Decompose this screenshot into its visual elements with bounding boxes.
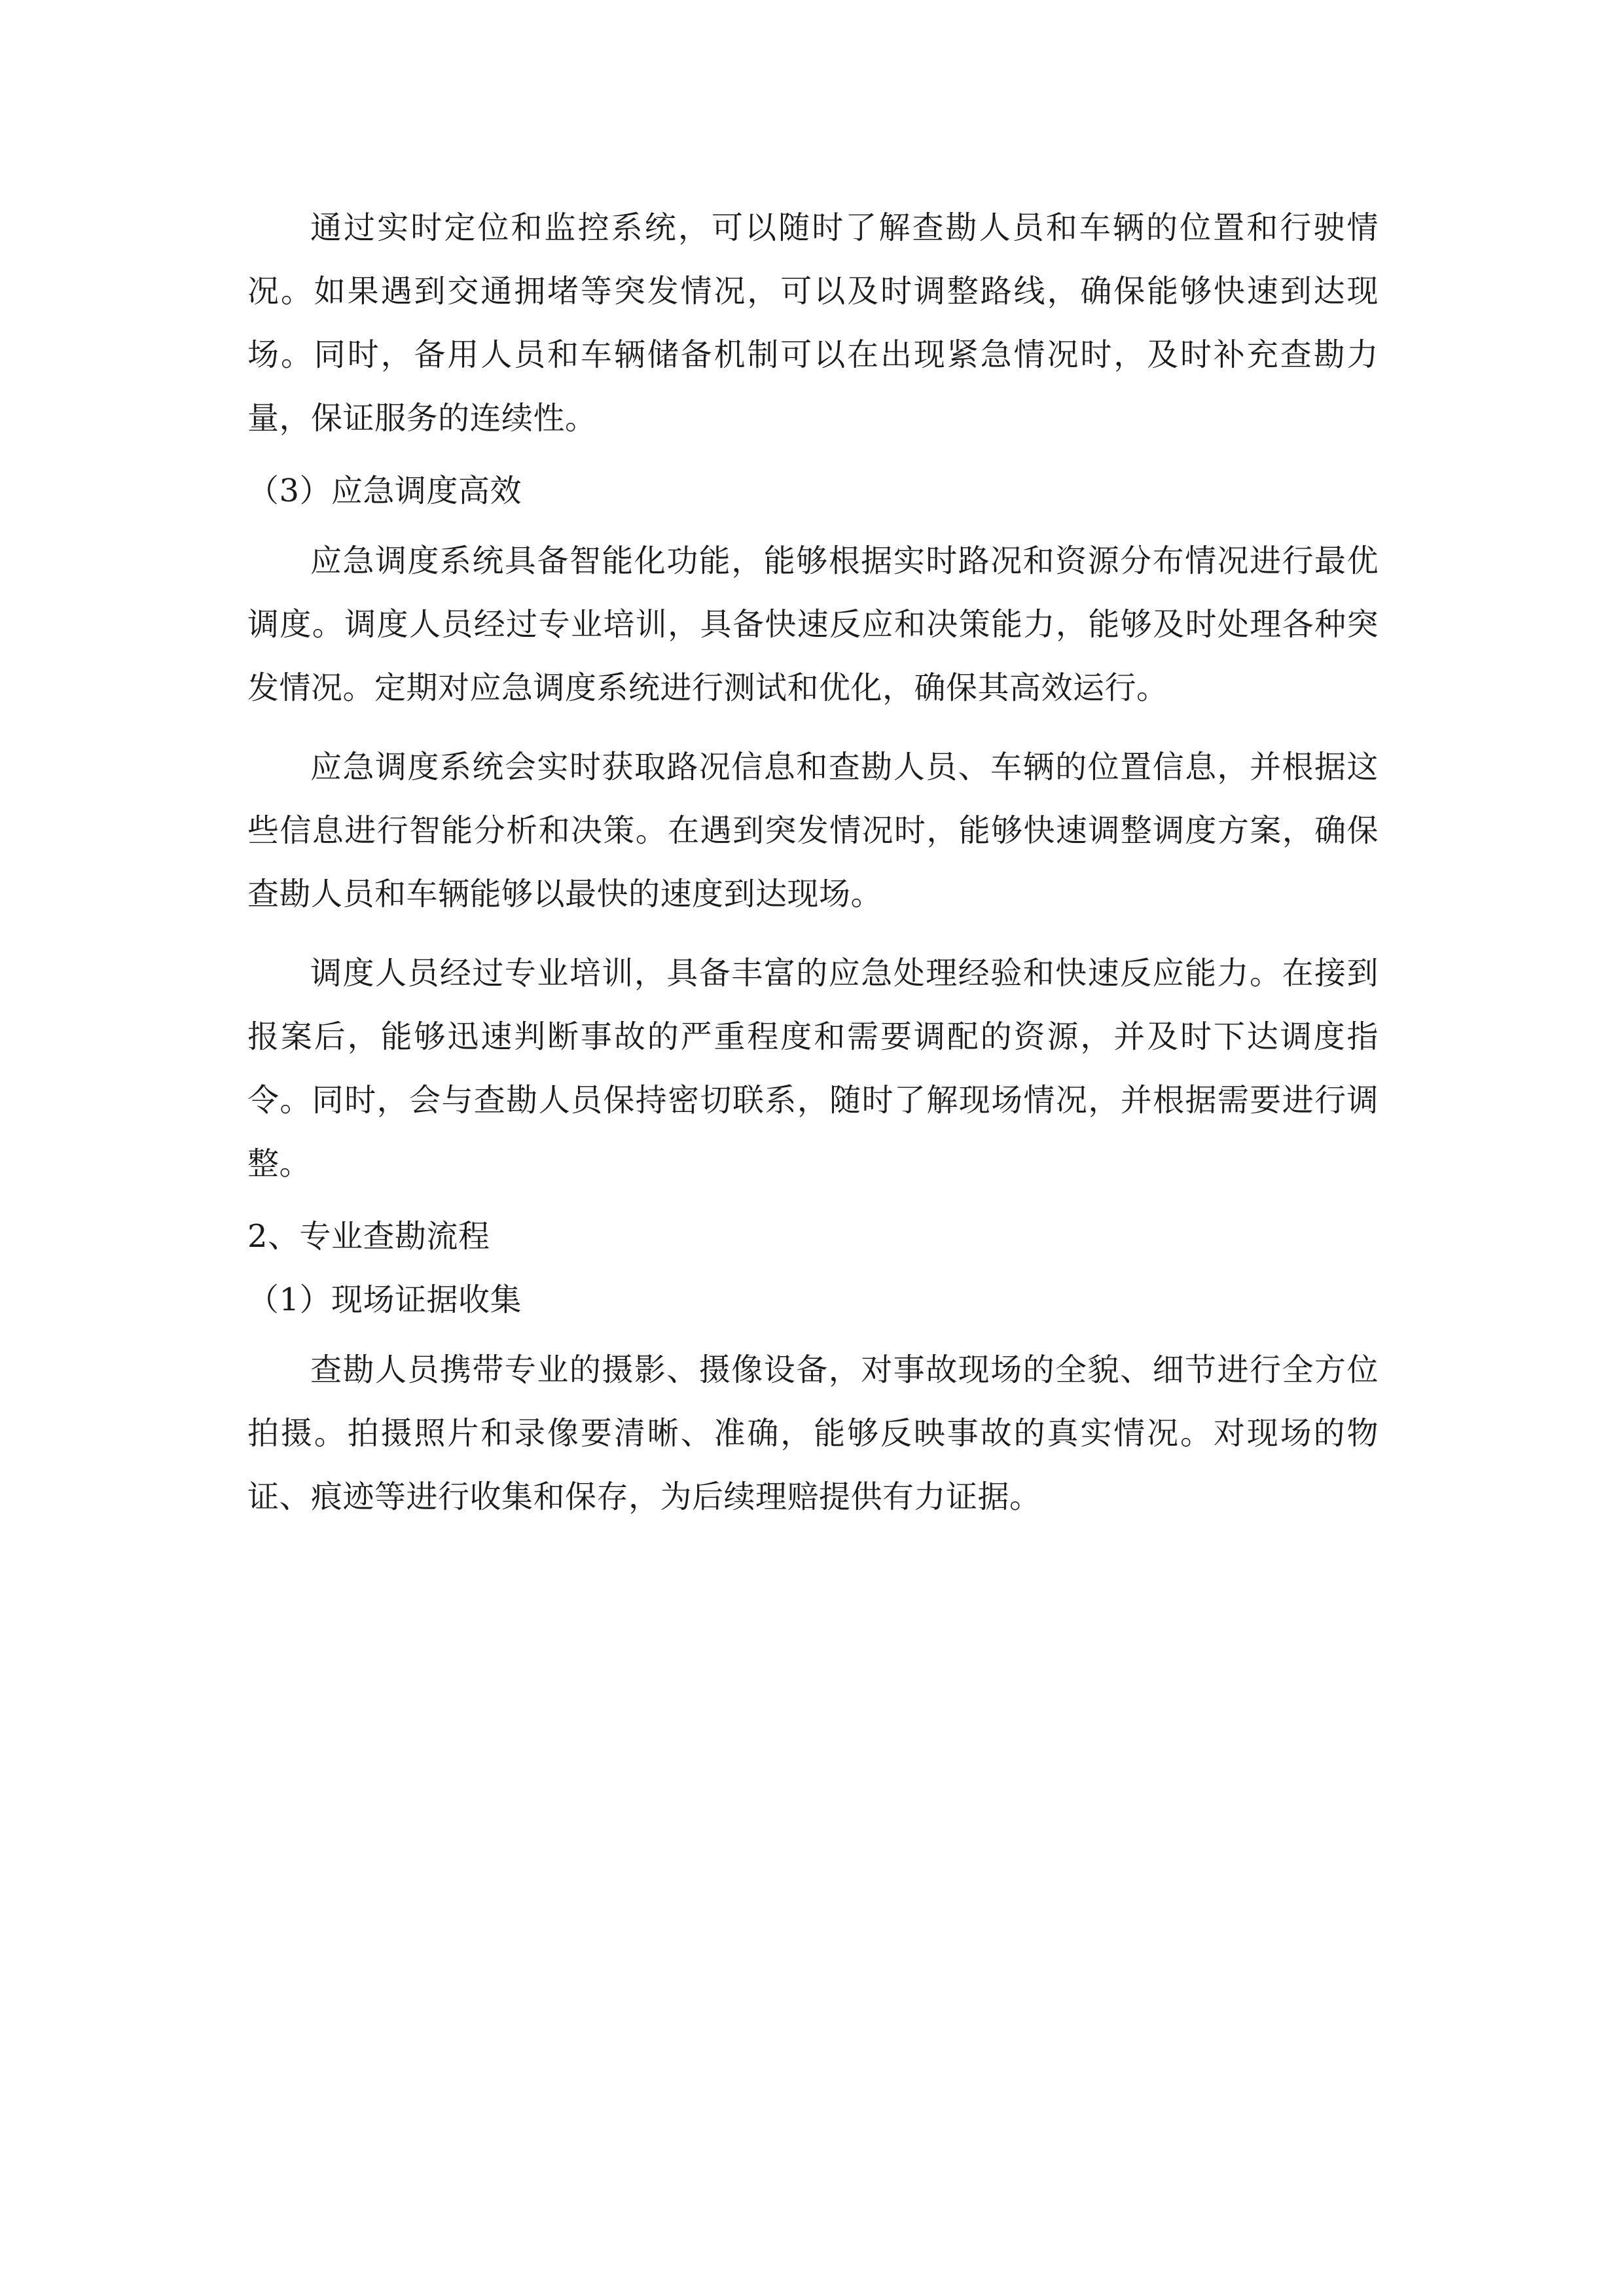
body-paragraph: 应急调度系统具备智能化功能，能够根据实时路况和资源分布情况进行最优调度。调度人员经过专业培训，具备快速反应和决策能力，能够及时处理各种突发情况。定期对应急调度系统进行测试和优化，确保其高效运行。 (247, 543, 1379, 706)
document-page (247, 196, 1379, 1529)
body-paragraph: 查勘人员携带专业的摄影、摄像设备，对事故现场的全貌、细节进行全方位拍摄。拍摄照片和录像要清晰、准确，能够反映事故的真实情况。对现场的物证、痕迹等进行收集和保存，为后续理赔提供有力证据。 (247, 1352, 1379, 1515)
body-paragraph: 通过实时定位和监控系统，可以随时了解查勘人员和车辆的位置和行驶情况。如果遇到交通拥堵等突发情况，可以及时调整路线，确保能够快速到达现场。同时，备用人员和车辆储备机制可以在出现紧急情况时，及时补充查勘力量，保证服务的连续性。 (247, 209, 1379, 437)
body-paragraph: 调度人员经过专业培训，具备丰富的应急处理经验和快速反应能力。在接到报案后，能够迅速判断事故的严重程度和需要调配的资源，并及时下达调度指令。同时，会与查勘人员保持密切联系，随时了解现场情况，并根据需要进行调整。 (247, 955, 1379, 1182)
body-paragraph: 应急调度系统会实时获取路况信息和查勘人员、车辆的位置信息，并根据这些信息进行智能分析和决策。在遇到突发情况时，能够快速调整调度方案，确保查勘人员和车辆能够以最快的速度到达现场。 (247, 749, 1379, 912)
subsection-heading: （1）现场证据收集 (247, 1282, 522, 1318)
subsection-heading: （3）应急调度高效 (247, 473, 522, 509)
section-heading: 2、专业查勘流程 (247, 1218, 490, 1255)
